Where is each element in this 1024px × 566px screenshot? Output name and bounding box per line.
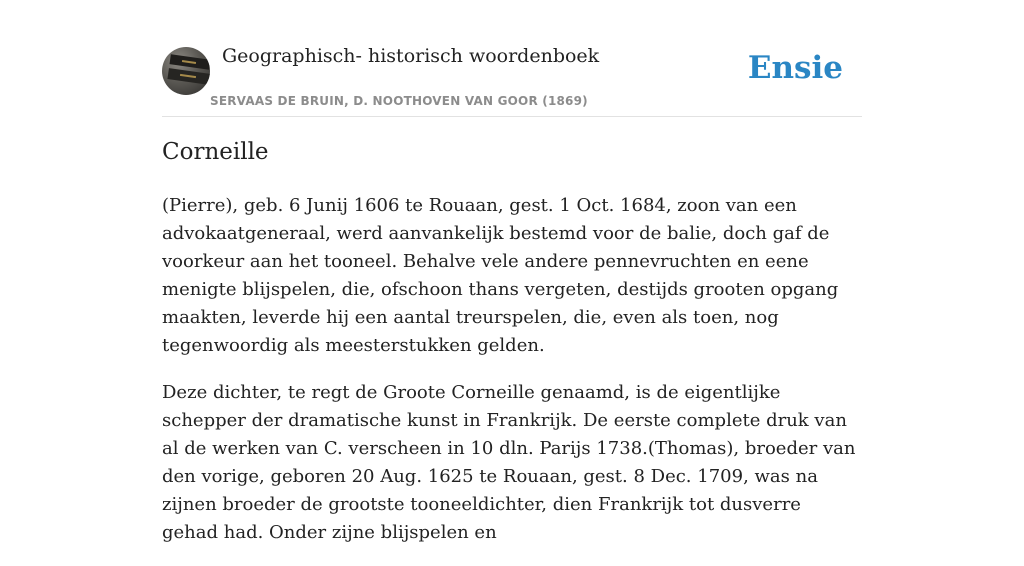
brand-logo[interactable]: Ensie xyxy=(747,50,843,86)
entry-body xyxy=(162,192,862,566)
page xyxy=(162,0,862,543)
book-thumbnail[interactable] xyxy=(162,47,210,95)
entry-paragraph: Deze dichter, te regt de Groote Corneille genaamd, is de eigentlijke schepper der dramatische kunst in Frankrijk. De eerste complete druk van al de werken van C. verscheen in 10 dln. Parijs 1738.(Thomas), broeder van den vorige, geboren 20 Aug. 1625 te Rouaan, gest. 8 Dec. 1709, was na zijnen broeder de grootste tooneeldichter, dien Frankrijk tot dusverre gehad had. Onder zijne blijspelen en xyxy=(162,382,856,543)
entry-paragraph: (Pierre), geb. 6 Junij 1606 te Rouaan, gest. 1 Oct. 1684, zoon van een advokaatgeneraal, werd aanvankelijk bestemd voor de balie, doch gaf de voorkeur aan het tooneel. Behalve vele andere pennevruchten en eene menigte blijspelen, die, ofschoon thans vergeten, destijds grooten opgang maakten, leverde hij een aantal treurspelen, die, even als toen, nog tegenwoordig als meesterstukken gelden. xyxy=(162,195,839,356)
entry-title: Corneille xyxy=(162,139,269,165)
book-author: SERVAAS DE BRUIN, D. NOOTHOVEN VAN GOOR (1869) xyxy=(210,94,588,108)
book-title[interactable]: Geographisch- historisch woordenboek xyxy=(222,45,600,67)
header xyxy=(162,0,862,117)
